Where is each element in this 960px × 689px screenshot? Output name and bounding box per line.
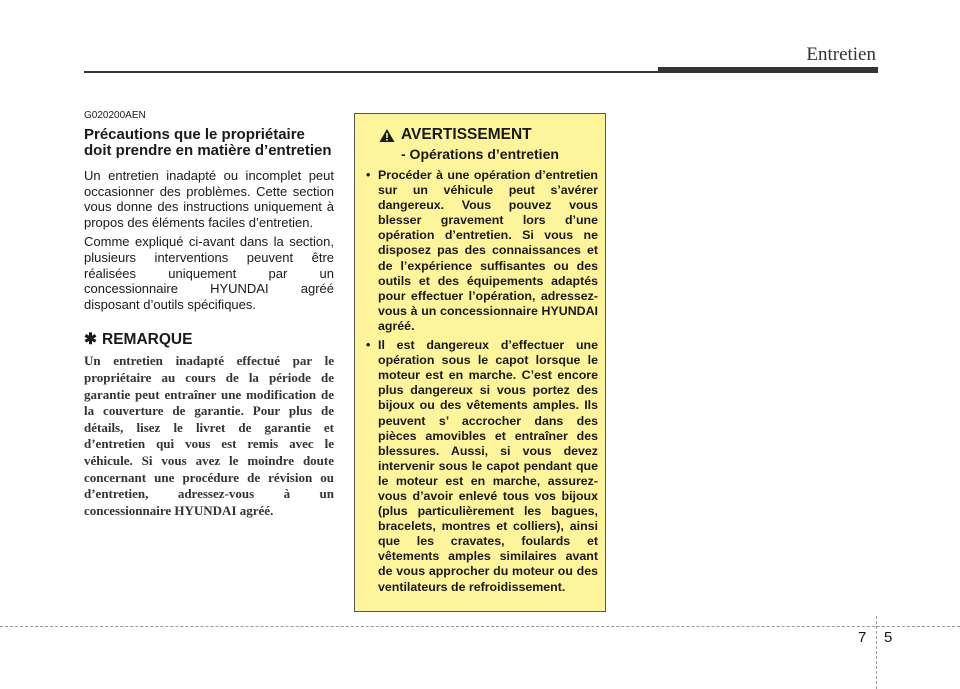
note-heading <box>84 330 334 349</box>
page-number-divider <box>876 616 877 689</box>
warning-triangle-icon <box>379 128 395 143</box>
note-text: Un entretien inadapté effectué par le propriétaire au cours de la période de garantie peut entraîner une modification de la couverture de garantie. Pour plus de détails, lisez le livret de garantie et d’entretien qui vous est remis avec le véhicule. Si vous avez le moindre doute concernant une procédure de révision ou d’entretien, adressez-vous à un concessionnaire HYUNDAI agréé. <box>84 353 334 518</box>
left-column <box>84 110 334 519</box>
warning-item: • Procéder à une opération d’entretien sur un véhicule peut s’avérer dangereux. Vous pouvez vous blesser gravement lors d’une opération d’entretien. Si vous ne disposez pas des connaissances et de l’expérience suffisantes ou des outils et des équipements adaptés pour effectuer l’opération, adressez-vous à un concessionnaire HYUNDAI agréé. <box>365 168 598 334</box>
section-code: G020200AEN <box>84 110 146 121</box>
paragraph: Un entretien inadapté ou incomplet peut occasionner des problèmes. Cette section vous donne des instructions uniquement à propos des éléments faciles d’entretien. <box>84 168 334 230</box>
warning-list <box>365 168 598 595</box>
warning-heading <box>365 126 598 144</box>
footer-rule <box>0 626 960 627</box>
note-title: REMARQUE <box>102 330 193 348</box>
section-title: Précautions que le propriétaire doit prendre en matière d’entretien <box>84 126 332 159</box>
page-number: 5 <box>884 629 893 646</box>
warning-subtitle: - Opérations d’entretien <box>401 146 559 162</box>
header-rule <box>84 71 658 73</box>
warning-box <box>354 113 606 612</box>
warning-title: AVERTISSEMENT <box>401 126 532 143</box>
warning-item: • Il est dangereux d’effectuer une opération sous le capot lorsque le moteur est en marche. C’est encore plus dangereux si vous portez des bijoux ou des vêtements amples. Ils peuvent s’ accrocher dans des pièces amovibles et entraîner des blessures. Aussi, si vous devez intervenir sous le capot pendant que le moteur est en marche, assurez-vous d’avoir enlevé tous vos bijoux (plus particulièrement les bagues, bracelets, montres et colliers), ainsi que les cravates, foulards et vêtements amples similaires avant de vous approcher du moteur ou des ventilateurs de refroidissement. <box>365 338 598 595</box>
header-rule-accent <box>658 67 878 73</box>
chapter-number: 7 <box>858 629 867 646</box>
paragraph: Comme expliqué ci-avant dans la section, plusieurs interventions peuvent être réalisées uniquement par un concessionnaire HYUNDAI agréé disposant d’outils spécifiques. <box>84 234 334 312</box>
page-header-title: Entretien <box>806 44 876 65</box>
asterisk-icon: ✱ <box>84 331 97 349</box>
